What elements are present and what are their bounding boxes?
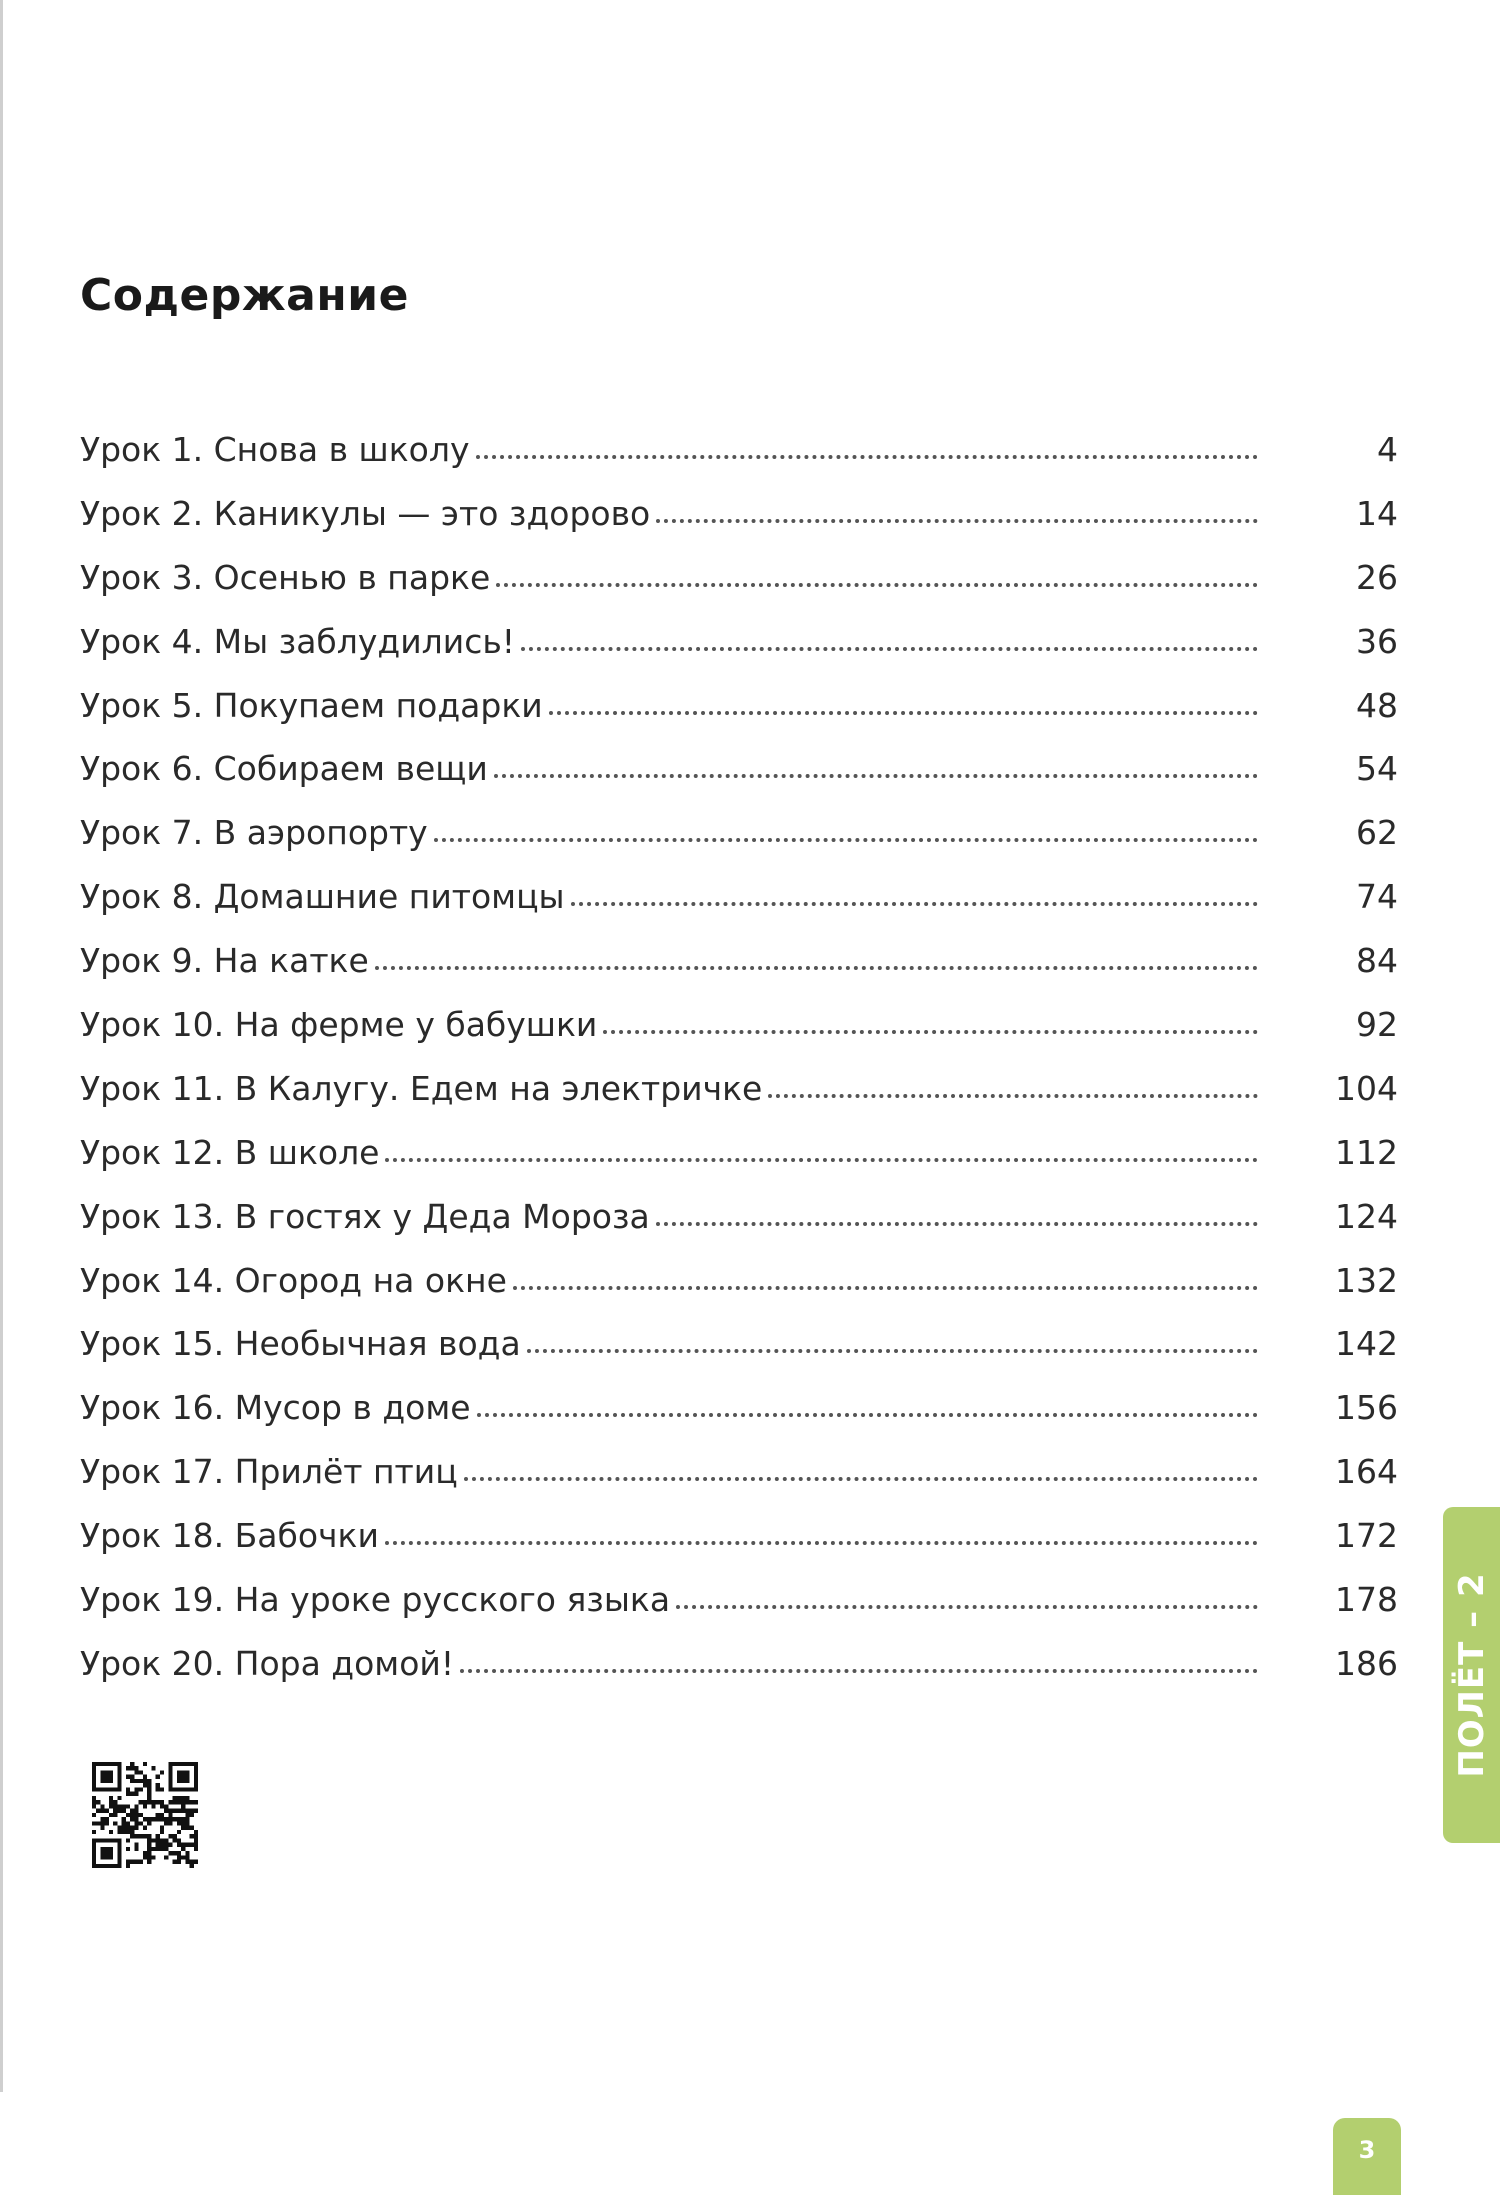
toc-entry-page: 186: [1335, 1643, 1398, 1683]
page-number: 3: [1358, 2136, 1376, 2164]
toc-entry-page: 14: [1356, 493, 1398, 533]
toc-entry-title: Урок 10. На ферме у бабушки: [80, 1005, 598, 1045]
toc-entry-title: Урок 3. Осенью в парке: [80, 557, 491, 597]
toc-entry-page: 178: [1335, 1580, 1398, 1620]
toc-entry-page: 124: [1335, 1196, 1398, 1236]
toc-entry[interactable]: [80, 686, 1398, 750]
toc-dot-leader: [460, 1668, 1258, 1673]
toc-dot-leader: [768, 1093, 1258, 1098]
toc-dot-leader: [375, 965, 1258, 970]
toc-dot-leader: [513, 1285, 1258, 1290]
toc-dot-leader: [676, 1604, 1258, 1609]
toc-entry[interactable]: [80, 430, 1398, 494]
toc-dot-leader: [496, 582, 1258, 587]
toc-entry[interactable]: [80, 622, 1398, 686]
toc-entry-page: 164: [1335, 1452, 1398, 1492]
toc-entry[interactable]: [80, 749, 1398, 813]
toc-entry-page: 4: [1377, 430, 1398, 469]
toc-entry-title: Урок 1. Снова в школу: [80, 430, 470, 469]
side-tab: [1443, 1507, 1500, 1843]
toc-dot-leader: [549, 710, 1258, 715]
side-tab-label: ПОЛЁТ – 2: [1451, 1572, 1492, 1778]
toc-entry-title: Урок 8. Домашние питомцы: [80, 877, 565, 917]
toc-entry-page: 84: [1356, 941, 1398, 981]
toc-dot-leader: [385, 1540, 1258, 1545]
toc-dot-leader: [476, 454, 1259, 459]
toc-entry[interactable]: [80, 1452, 1398, 1516]
qr-code-icon[interactable]: [92, 1758, 198, 1872]
toc-dot-leader: [656, 518, 1258, 523]
toc-entry[interactable]: [80, 1644, 1398, 1708]
toc-entry-page: 54: [1356, 749, 1398, 789]
toc-entry-page: 48: [1356, 685, 1398, 725]
toc-entry[interactable]: [80, 558, 1398, 622]
toc-entry[interactable]: [80, 1324, 1398, 1388]
toc-entry-title: Урок 16. Мусор в доме: [80, 1388, 471, 1428]
toc-dot-leader: [464, 1476, 1258, 1481]
toc-entry-page: 62: [1356, 813, 1398, 853]
toc-entry-title: Урок 11. В Калугу. Едем на электричке: [80, 1068, 763, 1108]
toc-entry-page: 132: [1335, 1260, 1398, 1300]
toc-entry-page: 74: [1356, 877, 1398, 917]
toc-entry-title: Урок 15. Необычная вода: [80, 1324, 521, 1364]
toc-dot-leader: [521, 646, 1258, 651]
toc-entry-page: 36: [1356, 621, 1398, 661]
toc-entry-title: Урок 9. На катке: [80, 941, 369, 981]
toc-entry-page: 104: [1335, 1068, 1398, 1108]
toc-entry-title: Урок 19. На уроке русского языка: [80, 1580, 671, 1620]
toc-entry-title: Урок 20. Пора домой!: [80, 1643, 455, 1683]
toc-entry[interactable]: [80, 1261, 1398, 1325]
toc-entry-title: Урок 7. В аэропорту: [80, 813, 428, 853]
page-title: Содержание: [80, 270, 409, 321]
toc-dot-leader: [603, 1029, 1258, 1034]
toc-entry-page: 142: [1335, 1324, 1398, 1364]
toc-entry[interactable]: [80, 941, 1398, 1005]
toc-entry-title: Урок 2. Каникулы — это здорово: [80, 493, 651, 533]
page-edge: [0, 0, 3, 2092]
toc-entry-title: Урок 13. В гостях у Деда Мороза: [80, 1196, 650, 1236]
toc-dot-leader: [656, 1221, 1258, 1226]
toc-entry[interactable]: [80, 1197, 1398, 1261]
toc-dot-leader: [385, 1157, 1258, 1162]
toc-entry[interactable]: [80, 1133, 1398, 1197]
toc-entry-title: Урок 6. Собираем вещи: [80, 749, 488, 789]
toc-dot-leader: [571, 901, 1258, 906]
toc-entry-title: Урок 12. В школе: [80, 1132, 380, 1172]
toc-entry-page: 26: [1356, 557, 1398, 597]
toc-dot-leader: [527, 1348, 1258, 1353]
toc-entry-title: Урок 18. Бабочки: [80, 1516, 379, 1556]
toc-entry-title: Урок 14. Огород на окне: [80, 1260, 507, 1300]
toc-entry[interactable]: [80, 877, 1398, 941]
toc-entry[interactable]: [80, 1388, 1398, 1452]
toc-entry-page: 112: [1335, 1132, 1398, 1172]
toc-dot-leader: [494, 773, 1258, 778]
toc-entry-page: 92: [1356, 1005, 1398, 1045]
toc-entry[interactable]: [80, 1516, 1398, 1580]
toc-entry[interactable]: [80, 1069, 1398, 1133]
toc-entry-title: Урок 4. Мы заблудились!: [80, 621, 516, 661]
toc-entry-page: 172: [1335, 1516, 1398, 1556]
toc-entry-title: Урок 5. Покупаем подарки: [80, 685, 543, 725]
toc-dot-leader: [477, 1412, 1258, 1417]
toc-entry-page: 156: [1335, 1388, 1398, 1428]
table-of-contents: [80, 430, 1398, 1708]
toc-entry[interactable]: [80, 1005, 1398, 1069]
toc-entry-title: Урок 17. Прилёт птиц: [80, 1452, 458, 1492]
toc-entry[interactable]: [80, 813, 1398, 877]
toc-entry[interactable]: [80, 1580, 1398, 1644]
page-number-badge: [1333, 2118, 1401, 2195]
toc-dot-leader: [434, 837, 1258, 842]
toc-entry[interactable]: [80, 494, 1398, 558]
